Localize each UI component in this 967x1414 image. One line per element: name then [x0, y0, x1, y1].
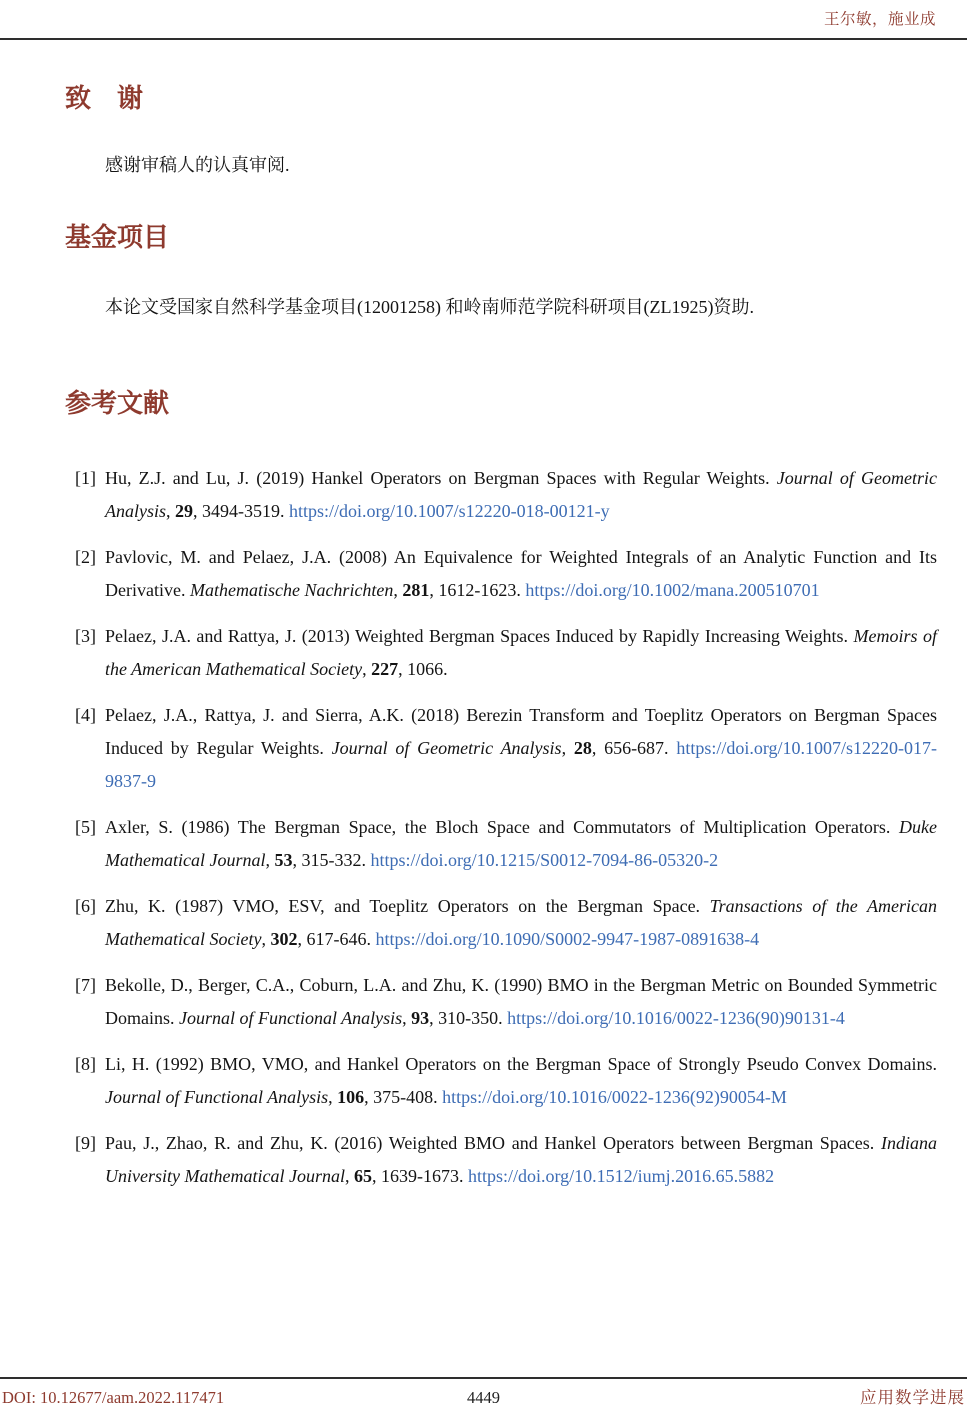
- reference-item: [75, 890, 937, 956]
- citation-text: Zhu, K. (1987) VMO, ESV, and Toeplitz Operators on the Bergman Space.: [105, 895, 710, 916]
- volume-number: 281: [402, 579, 430, 600]
- journal-name: Journal of Functional Analysis: [105, 1086, 329, 1107]
- reference-number: [7]: [75, 974, 96, 995]
- citation-text: ,: [362, 658, 372, 679]
- citation-text: Pau, J., Zhao, R. and Zhu, K. (2016) Weighted BMO and Hankel Operators between Bergman Spaces.: [105, 1132, 881, 1153]
- citation-text: , 1612-1623.: [429, 579, 526, 600]
- journal-name: Transactions of the American Mathematical Society: [105, 895, 937, 949]
- reference-number: [6]: [75, 895, 96, 916]
- reference-item: [75, 462, 937, 528]
- reference-item: [75, 1127, 937, 1193]
- citation-text: , 656-687.: [591, 737, 677, 758]
- reference-citation: [105, 705, 937, 791]
- volume-number: 302: [270, 928, 298, 949]
- citation-text: Pelaez, J.A. and Rattya, J. (2013) Weighted Bergman Spaces Induced by Rapidly Increasing Weights.: [105, 625, 854, 646]
- citation-text: Axler, S. (1986) The Bergman Space, the Bloch Space and Commutators of Multiplication Operators.: [105, 816, 900, 837]
- citation-text: ,: [261, 928, 271, 949]
- volume-number: 106: [337, 1086, 365, 1107]
- citation-text: , 617-646.: [297, 928, 376, 949]
- citation-text: , 310-350.: [429, 1007, 508, 1028]
- acknowledgments-text: 感谢审稿人的认真审阅.: [105, 154, 290, 175]
- reference-item: [75, 811, 937, 877]
- volume-number: 93: [411, 1007, 430, 1028]
- citation-text: , 1066.: [398, 658, 448, 679]
- citation-text: Pavlovic, M. and Pelaez, J.A. (2008) An Equivalence for Weighted Integrals of an Analytic Function and Its Derivative.: [105, 546, 937, 600]
- citation-text: Hu, Z.J. and Lu, J. (2019) Hankel Operators on Bergman Spaces with Regular Weights.: [105, 467, 777, 488]
- volume-number: 53: [274, 849, 293, 870]
- page-footer: [0, 1377, 967, 1408]
- reference-item: [75, 1048, 937, 1114]
- reference-number: [1]: [75, 467, 96, 488]
- references-list: [65, 462, 937, 1193]
- reference-number: [3]: [75, 625, 96, 646]
- reference-number: [5]: [75, 816, 96, 837]
- reference-number: [8]: [75, 1053, 96, 1074]
- doi-link[interactable]: https://doi.org/10.1016/0022-1236(90)90131-4: [507, 1007, 845, 1028]
- reference-number: [9]: [75, 1132, 96, 1153]
- main-content: [65, 38, 937, 1206]
- journal-name: Journal of Functional Analysis: [179, 1007, 403, 1028]
- reference-item: [75, 699, 937, 798]
- citation-text: Bekolle, D., Berger, C.A., Coburn, L.A. and Zhu, K. (1990) BMO in the Bergman Metric on Bounded Symmetric Domains.: [105, 974, 937, 1028]
- citation-text: ,: [328, 1086, 338, 1107]
- reference-citation: [105, 1133, 937, 1186]
- journal-name: Journal of Geometric Analysis: [105, 467, 938, 521]
- citation-text: Li, H. (1992) BMO, VMO, and Hankel Operators on the Bergman Space of Strongly Pseudo Convex Domains.: [105, 1053, 937, 1074]
- footer-page-number: 4449: [467, 1388, 500, 1407]
- section-heading-references: 参考文献: [65, 388, 170, 419]
- reference-citation: [105, 468, 937, 521]
- reference-number: [4]: [75, 704, 96, 725]
- doi-link[interactable]: https://doi.org/10.1007/s12220-017-9837-9: [105, 737, 937, 791]
- header-authors: 王尔敏，施业成: [823, 11, 936, 28]
- citation-text: , 375-408.: [364, 1086, 443, 1107]
- journal-name: Duke Mathematical Journal: [105, 816, 937, 870]
- funding-text: 本论文受国家自然科学基金项目(12001258) 和岭南师范学院科研项目(ZL1925)资助.: [105, 297, 754, 318]
- reference-citation: [105, 896, 937, 949]
- journal-name: Mathematische Nachrichten: [189, 579, 394, 600]
- journal-name: Memoirs of the American Mathematical Society: [105, 625, 937, 679]
- citation-text: ,: [402, 1007, 412, 1028]
- reference-citation: [105, 626, 937, 679]
- reference-citation: [105, 975, 937, 1028]
- citation-text: ,: [561, 737, 574, 758]
- citation-text: ,: [265, 849, 275, 870]
- doi-link[interactable]: https://doi.org/10.1007/s12220-018-00121-y: [289, 500, 610, 521]
- doi-link[interactable]: https://doi.org/10.1016/0022-1236(92)90054-M: [442, 1086, 787, 1107]
- reference-number: [2]: [75, 546, 96, 567]
- footer-doi: DOI: 10.12677/aam.2022.117471: [2, 1388, 225, 1407]
- reference-citation: [105, 1054, 937, 1107]
- citation-text: , 1639-1673.: [371, 1165, 468, 1186]
- doi-link[interactable]: https://doi.org/10.1002/mana.200510701: [525, 579, 820, 600]
- footer-row: [0, 1379, 967, 1408]
- volume-number: 28: [573, 737, 592, 758]
- reference-item: [75, 620, 937, 686]
- citation-text: , 315-332.: [292, 849, 371, 870]
- doi-link[interactable]: https://doi.org/10.1090/S0002-9947-1987-0891638-4: [375, 928, 760, 949]
- reference-item: [75, 541, 937, 607]
- journal-name: Indiana University Mathematical Journal: [105, 1132, 937, 1186]
- reference-citation: [105, 817, 937, 870]
- citation-text: , 3494-3519.: [193, 500, 289, 521]
- citation-text: Pelaez, J.A., Rattya, J. and Sierra, A.K. (2018) Berezin Transform and Toeplitz Operators on Bergman Spaces Induced by Regular Weights.: [105, 704, 937, 758]
- citation-text: ,: [344, 1165, 354, 1186]
- footer-journal-name: 应用数学进展: [860, 1388, 965, 1407]
- doi-link[interactable]: https://doi.org/10.1215/S0012-7094-86-05320-2: [370, 849, 719, 870]
- reference-citation: [105, 547, 937, 600]
- volume-number: 65: [353, 1165, 372, 1186]
- volume-number: 227: [371, 658, 399, 679]
- section-heading-funding: 基金项目: [65, 221, 170, 252]
- citation-text: ,: [393, 579, 403, 600]
- volume-number: 29: [175, 500, 193, 521]
- reference-item: [75, 969, 937, 1035]
- section-heading-acknowledgments: 致 谢: [65, 83, 144, 113]
- citation-text: ,: [166, 500, 175, 521]
- journal-name: Journal of Geometric Analysis: [331, 737, 562, 758]
- doi-link[interactable]: https://doi.org/10.1512/iumj.2016.65.5882: [467, 1165, 775, 1186]
